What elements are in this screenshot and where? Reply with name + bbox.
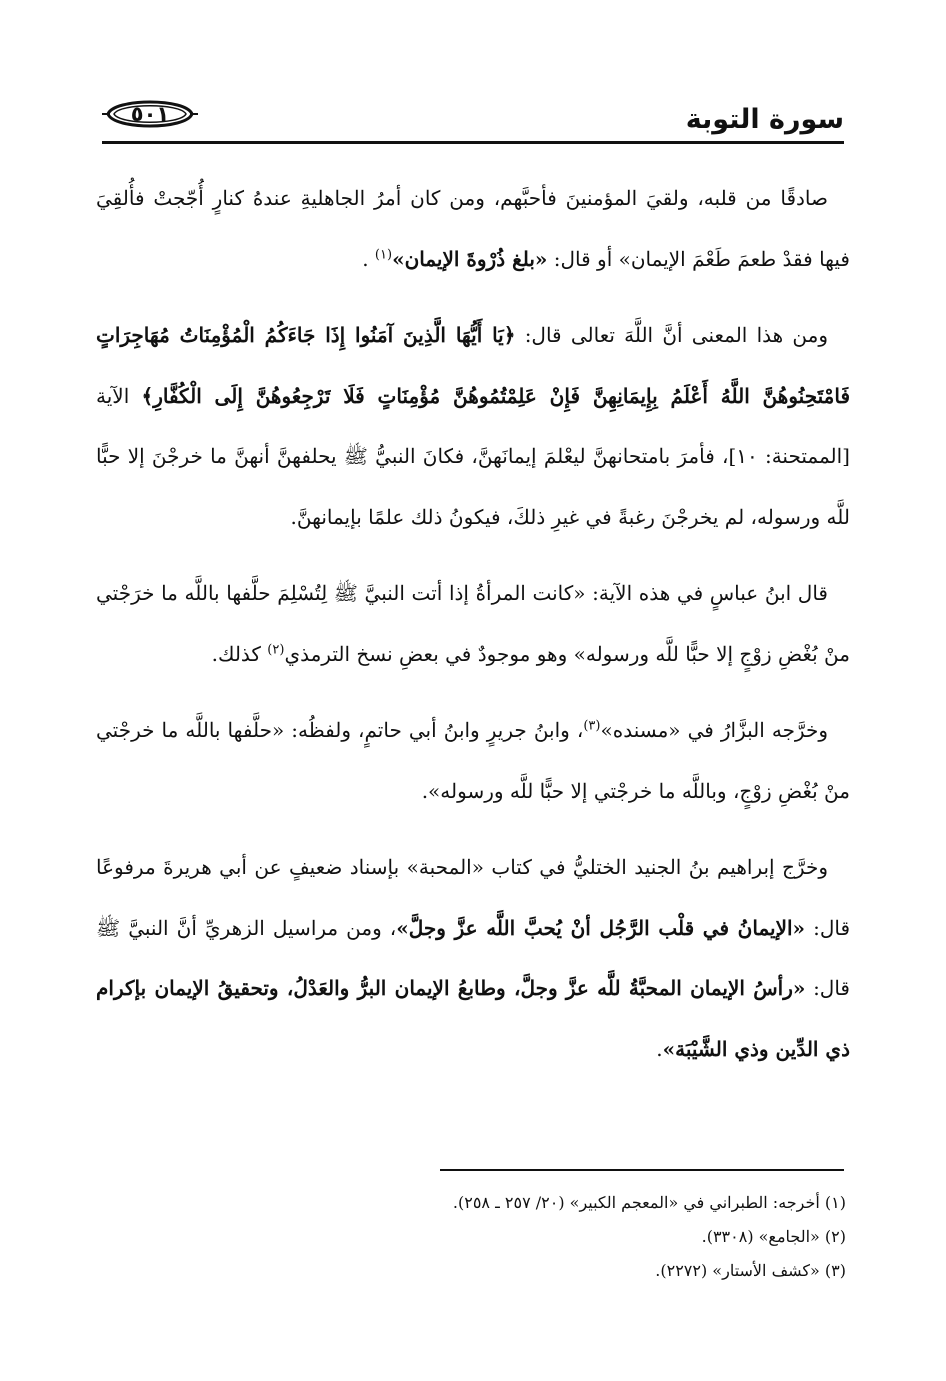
footnote-ref: (٣) bbox=[583, 718, 601, 734]
hadith-quote: «رأسُ الإيمان المحبَّةُ للَّه عزَّ وجلَّ، وطابعُ الإيمان البرُّ والعَدْلُ، وتحقيقُ الإيمان بإكرام ذي الدِّين وذي الشَّيْبَة» bbox=[96, 976, 850, 1061]
footnote: (٣) «كشف الأستار» (٢٢٧٢). bbox=[655, 1261, 846, 1280]
footnote-ref: (٢) bbox=[267, 641, 285, 657]
page-number-badge bbox=[102, 94, 198, 134]
text-run: كذلك. bbox=[211, 641, 268, 666]
footnote-ref: (١) bbox=[374, 246, 393, 262]
page-number: ٥٠١ bbox=[130, 102, 170, 126]
hadith-quote: «الإيمانُ في قلْب الرَّجُل أنْ يُحبَّ اللَّه عزَّ وجلَّ» bbox=[396, 915, 806, 940]
text-run: قال ابنُ عباسٍ في هذه الآية: «كانت المرأةُ إذا أتت النبيَّ ﷺ لِتُسْلِمَ حلَّفها باللَّه ما خرَجْتي منْ بُغْضِ زوْجٍ إلا حبًّا للَّه ورسوله» وهو موجودٌ في بعضِ نسخ الترمذي bbox=[96, 581, 850, 666]
text-run: ، ومن مراسيل الزهريِّ أنَّ النبيَّ ﷺ قال: bbox=[96, 915, 850, 1000]
surah-title: سورة التوبة bbox=[685, 104, 844, 135]
text-run: وخرَّج إبراهيم بنُ الجنيد الختليُّ في كتاب «المحبة» بإسناد ضعيفٍ عن أبي هريرةَ مرفوعًا قال: bbox=[96, 855, 851, 940]
text-run: ومن هذا المعنى أنَّ اللَّهَ تعالى قال: bbox=[515, 323, 828, 347]
footnote-divider bbox=[440, 1169, 844, 1171]
paragraph bbox=[96, 305, 850, 547]
footnote: (٢) «الجامع» (٣٣٠٨). bbox=[701, 1227, 846, 1246]
paragraph bbox=[96, 700, 850, 821]
footnote: (١) أخرجه: الطبراني في «المعجم الكبير» (٢٠/ ٢٥٧ ـ ٢٥٨). bbox=[452, 1193, 846, 1212]
text-run: . bbox=[656, 1036, 663, 1061]
quran-verse: ﴿يَا أَيُّهَا الَّذِينَ آمَنُوا إِذَا جَاءَكُمُ الْمُؤْمِنَاتُ مُهَاجِرَاتٍ فَامْتَحِنُوهُنَّ اللَّهُ أَعْلَمُ بِإِيمَانِهِنَّ فَإِنْ عَلِمْتُمُوهُنَّ مُؤْمِنَاتٍ فَلَا تَرْجِعُوهُنَّ إِلَى الْكُفَّارِ﴾ bbox=[96, 323, 851, 408]
text-run: الآية [الممتحنة: ١٠]، فأمرَ بامتحانهنَّ ليعْلمَ إيمانَهنَّ، فكانَ النبيُّ ﷺ يحلفهنَّ أنهنَّ ما خرجْنَ إلا حبًّا للَّه ورسوله، لم يخرجْنَ رغبةً في غيرِ ذلكَ، فيكونُ ذلك علمًا بإيمانهنَّ. bbox=[96, 383, 850, 529]
text-run: . bbox=[362, 246, 375, 271]
paragraph bbox=[96, 168, 850, 289]
footnotes bbox=[106, 1186, 846, 1288]
paragraph bbox=[96, 563, 850, 684]
paragraph bbox=[96, 837, 850, 1079]
body-text bbox=[96, 168, 850, 1095]
text-run-bold: «بلغ ذُرْوةَ الإيمان» bbox=[392, 246, 548, 271]
text-run: وخرَّجه البزَّارُ في «مسنده» bbox=[600, 718, 828, 742]
header-divider bbox=[102, 141, 844, 144]
text-run: صادقًا من قلبه، ولقيَ المؤمنينَ فأحبَّهم، ومن كان أمرُ الجاهليةِ عندهُ كنارٍ أُجّجتْ فأُلقِيَ فيها فقدْ طعمَ طَعْمَ الإيمان» أو قال: bbox=[96, 186, 850, 271]
text-run: ، وابنُ جريرٍ وابنُ أبي حاتمٍ، ولفظُه: «حلَّفها باللَّه ما خرجْتي منْ بُغْضِ زوْجٍ، وباللَّه ما خرجْتي إلا حبًّا للَّه ورسوله». bbox=[96, 718, 850, 803]
